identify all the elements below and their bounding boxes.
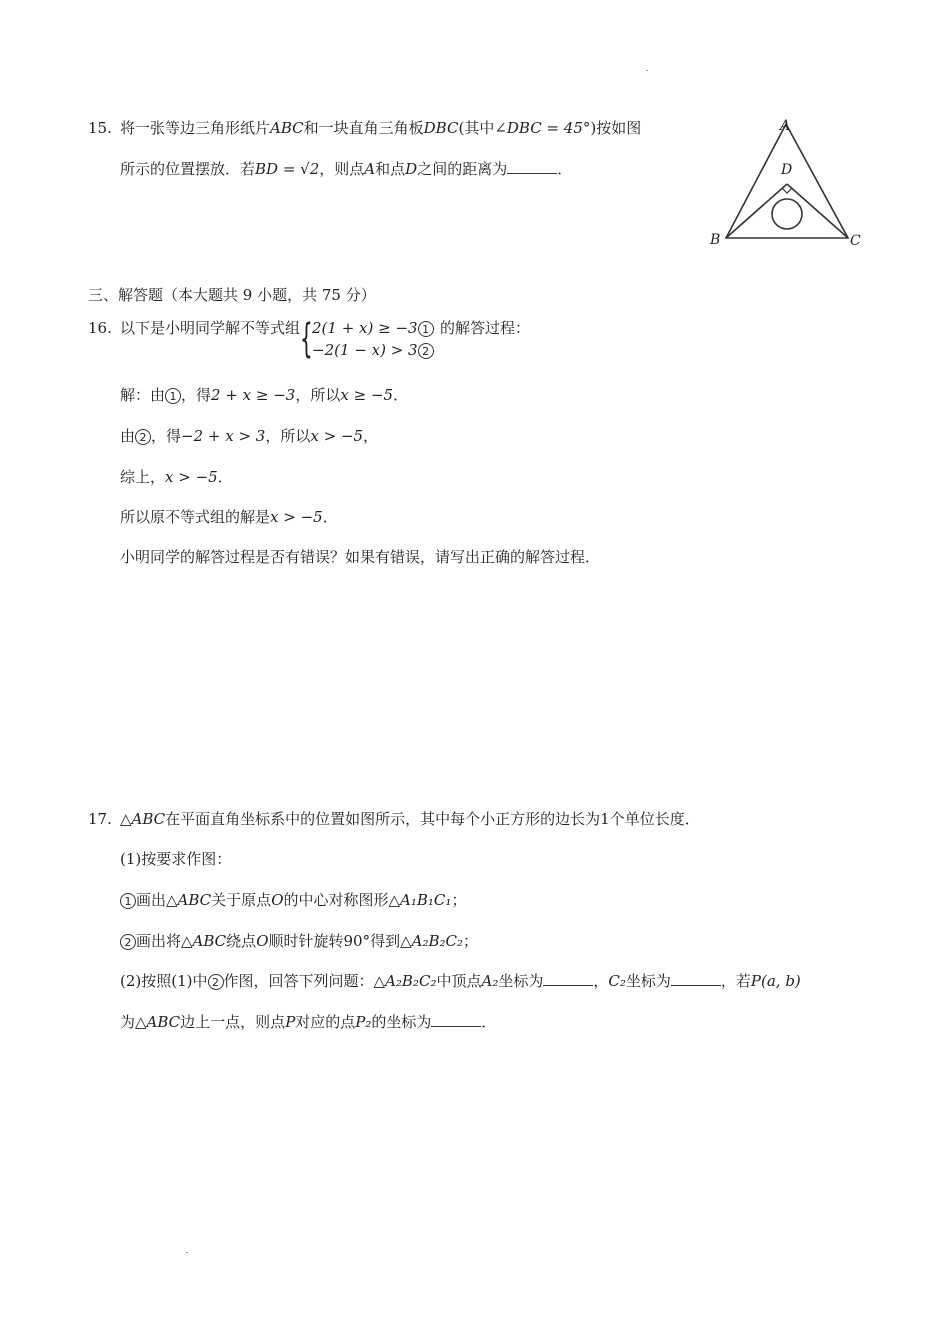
text: ； — [463, 932, 479, 950]
text: 由 — [120, 427, 136, 445]
text: ， — [363, 427, 379, 445]
math: △A₁B₁C₁ — [388, 891, 452, 909]
circled-1: 1 — [120, 893, 136, 909]
question-15-line-2 — [120, 158, 572, 180]
math: −2(1 − x) > 3 — [312, 341, 418, 359]
math: x > −5 — [270, 508, 323, 526]
text: 按要求作图： — [141, 850, 232, 868]
text: 得到 — [370, 932, 401, 950]
text: 画出 — [136, 891, 167, 909]
text: ，若 — [720, 972, 751, 990]
text: 的坐标为 — [371, 1013, 432, 1031]
math: △ABC — [135, 1013, 181, 1031]
text: ． — [322, 508, 338, 526]
math: P(a, b) — [750, 972, 801, 990]
math: P₂ — [355, 1013, 372, 1031]
part-label: (1) — [120, 850, 142, 868]
math: O — [271, 891, 284, 909]
circled-1: 1 — [418, 321, 434, 337]
answer-blank-c2[interactable] — [671, 971, 721, 986]
inequality-2 — [312, 339, 434, 361]
inequality-system — [300, 317, 440, 361]
solution-step-3 — [120, 466, 233, 488]
text: (其中 — [458, 119, 495, 137]
math: △ABC — [120, 810, 166, 828]
math: (1) — [171, 972, 193, 990]
question-17-line-1 — [120, 808, 700, 830]
text: 按照 — [141, 972, 172, 990]
solution-step-1 — [120, 384, 408, 406]
brace: { — [300, 316, 313, 362]
text: 关于原点 — [211, 891, 272, 909]
text: ，所以 — [265, 427, 311, 445]
text: 所示的位置摆放．若 — [120, 160, 256, 178]
math: P — [285, 1013, 296, 1031]
text: ，所以 — [295, 386, 341, 404]
label-d: D — [781, 162, 793, 178]
scan-speck — [646, 70, 648, 71]
text: ． — [557, 160, 573, 178]
text: ，得 — [181, 386, 212, 404]
circled-2: 2 — [418, 343, 434, 359]
text: 中顶点 — [436, 972, 482, 990]
math-angle: ∠DBC = 45° — [494, 119, 591, 137]
text: 作图，回答下列问题： — [223, 972, 374, 990]
inequality-1 — [312, 317, 434, 339]
text: ， — [593, 972, 609, 990]
question-17-part-1 — [120, 848, 231, 870]
label-b: B — [710, 232, 721, 248]
math: △ABC — [181, 932, 227, 950]
text: 和点 — [375, 160, 406, 178]
section-3-title: 三、解答题（本大题共 9 小题，共 75 分） — [88, 286, 376, 304]
text: 为 — [120, 1013, 136, 1031]
question-17-part-2 — [120, 970, 801, 992]
math: x ≥ −5 — [340, 386, 394, 404]
question-15-number: 15. — [88, 119, 112, 137]
question-16-ask: 小明同学的解答过程是否有错误？如果有错误，请写出正确的解答过程． — [120, 548, 601, 566]
math: 1 — [600, 810, 610, 828]
answer-blank-p2[interactable] — [431, 1012, 481, 1027]
math: △ABC — [166, 891, 212, 909]
circled-2: 2 — [208, 974, 224, 990]
circled-1: 1 — [165, 388, 181, 404]
text: 绕点 — [226, 932, 257, 950]
math-point-a: A — [364, 160, 376, 178]
text: ； — [451, 891, 467, 909]
math-bd: BD = √2 — [255, 160, 320, 178]
math: 2(1 + x) ≥ −3 — [312, 319, 418, 337]
text: ． — [481, 1013, 497, 1031]
hole-circle — [772, 199, 802, 229]
right-angle-mark — [782, 188, 792, 193]
text: ． — [217, 468, 233, 486]
math: x > −5 — [310, 427, 364, 445]
triangle-figure — [700, 112, 870, 252]
solution-step-4 — [120, 506, 338, 528]
circled-2: 2 — [135, 429, 151, 445]
text: 所以原不等式组的解是 — [120, 508, 271, 526]
text: 解：由 — [120, 386, 166, 404]
text: 个单位长度． — [609, 810, 700, 828]
segment-cd — [787, 184, 848, 238]
question-17-item-2 — [120, 930, 478, 952]
text: 顺时针旋转 — [268, 932, 344, 950]
math: △A₂B₂C₂ — [400, 932, 464, 950]
answer-blank[interactable] — [507, 159, 557, 174]
text: 对应的点 — [295, 1013, 356, 1031]
text: 的中心对称图形 — [283, 891, 389, 909]
math-point-d: D — [405, 160, 418, 178]
math-abc: ABC — [270, 119, 304, 137]
text: ． — [393, 386, 409, 404]
text: ，得 — [151, 427, 182, 445]
answer-blank-a2[interactable] — [543, 971, 593, 986]
text: 中 — [192, 972, 208, 990]
part-label: (2) — [120, 972, 142, 990]
math: O — [256, 932, 269, 950]
question-17-line-6 — [120, 1011, 496, 1033]
math: −2 + x > 3 — [181, 427, 266, 445]
scan-speck — [186, 1252, 188, 1253]
text: ，则点 — [319, 160, 365, 178]
text: 和一块直角三角板 — [303, 119, 424, 137]
question-16-intro — [120, 317, 530, 361]
text: 画出将 — [136, 932, 182, 950]
circled-2: 2 — [120, 934, 136, 950]
solution-step-2 — [120, 425, 378, 447]
math: A₂ — [481, 972, 499, 990]
label-c: C — [850, 233, 861, 249]
math: 2 + x ≥ −3 — [211, 386, 296, 404]
text: 在平面直角坐标系中的位置如图所示，其中每个小正方形的边长为 — [165, 810, 601, 828]
text: 以下是小明同学解不等式组 — [120, 319, 301, 337]
math-dbc: DBC — [423, 119, 459, 137]
text: )按如图 — [590, 119, 642, 137]
segment-bd — [726, 184, 787, 238]
math: 90° — [343, 932, 371, 950]
math: x > −5 — [165, 468, 218, 486]
text: 之间的距离为 — [417, 160, 508, 178]
text: 综上， — [120, 468, 166, 486]
label-a: A — [780, 118, 791, 134]
text: 边上一点，则点 — [180, 1013, 286, 1031]
question-17-number: 17. — [88, 810, 112, 828]
math: △A₂B₂C₂ — [373, 972, 437, 990]
question-16-number: 16. — [88, 319, 112, 337]
question-17-item-1 — [120, 889, 466, 911]
text: 将一张等边三角形纸片 — [120, 119, 271, 137]
text: 的解答过程： — [440, 319, 531, 337]
question-15-line-1 — [120, 117, 641, 139]
text: 坐标为 — [625, 972, 671, 990]
math: C₂ — [608, 972, 626, 990]
text: 坐标为 — [498, 972, 544, 990]
